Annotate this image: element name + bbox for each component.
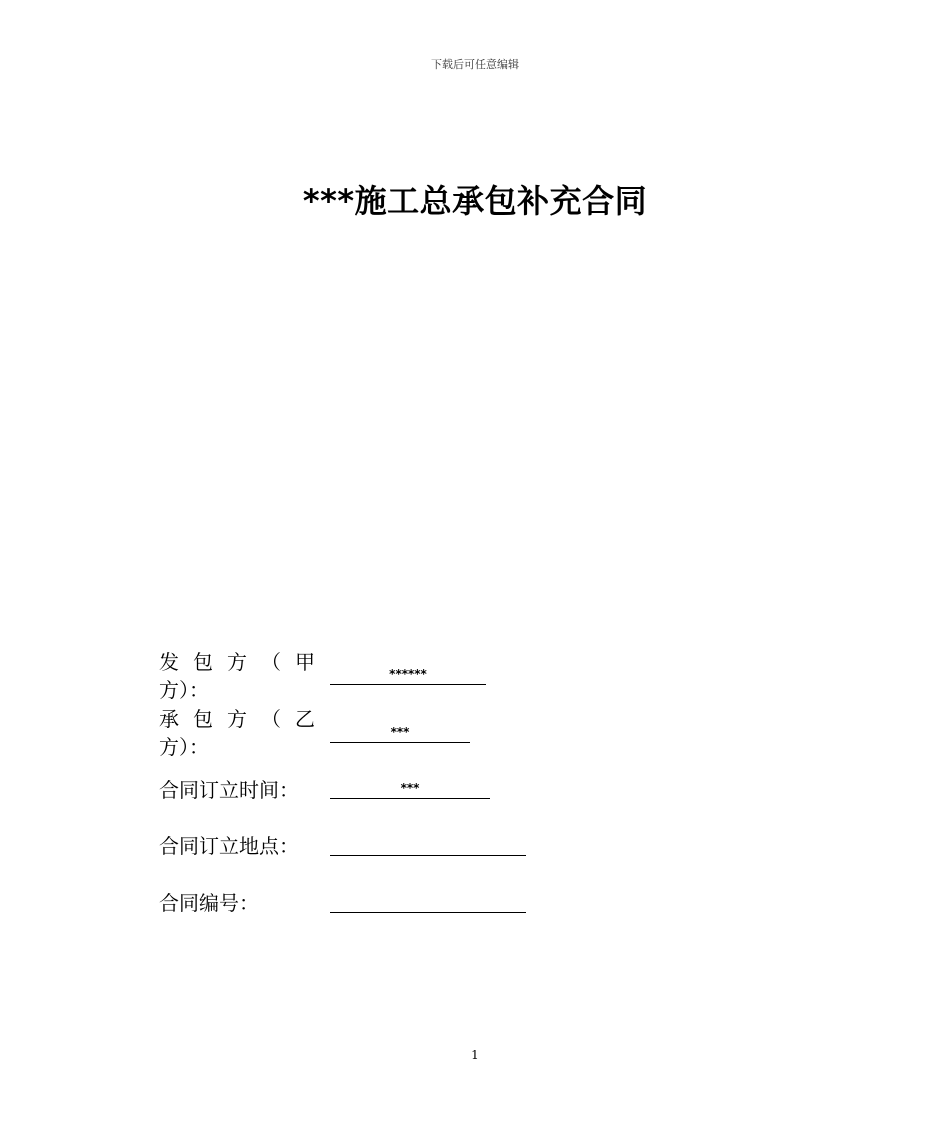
sign-place-field[interactable]	[330, 835, 526, 856]
employer-field[interactable]: ******	[330, 664, 486, 685]
sign-date-row	[159, 776, 659, 804]
contract-no-field[interactable]	[330, 892, 526, 913]
document-title: ***施工总承包补充合同	[302, 182, 648, 220]
employer-label-char: 方	[227, 650, 247, 674]
sign-place-label: 合同订立地点：	[159, 834, 299, 858]
employer-label-char: 发	[159, 650, 179, 674]
employer-row	[159, 648, 659, 704]
contract-no-row	[159, 889, 659, 917]
contractor-label-char: 乙	[295, 707, 315, 731]
employer-label-char: 包	[193, 650, 213, 674]
sign-date-label: 合同订立时间：	[159, 778, 299, 802]
contractor-label-char: 方	[227, 707, 247, 731]
employer-label	[159, 648, 315, 704]
contractor-label	[159, 705, 315, 761]
contract-no-label: 合同编号：	[159, 891, 259, 915]
header-note: 下载后可任意编辑	[431, 58, 519, 71]
employer-label-char: 甲	[295, 650, 315, 674]
contractor-field[interactable]: ***	[330, 722, 470, 743]
sign-date-field[interactable]: ***	[330, 778, 490, 799]
employer-label-line2: 方）：	[159, 678, 209, 702]
employer-label-char: （	[261, 650, 281, 674]
contractor-label-char: 承	[159, 707, 179, 731]
contractor-label-line2: 方）：	[159, 735, 209, 759]
contractor-label-char: 包	[193, 707, 213, 731]
sign-place-row	[159, 832, 659, 860]
contractor-label-char: （	[261, 707, 281, 731]
contractor-row	[159, 705, 659, 761]
page-number: 1	[471, 1048, 479, 1062]
